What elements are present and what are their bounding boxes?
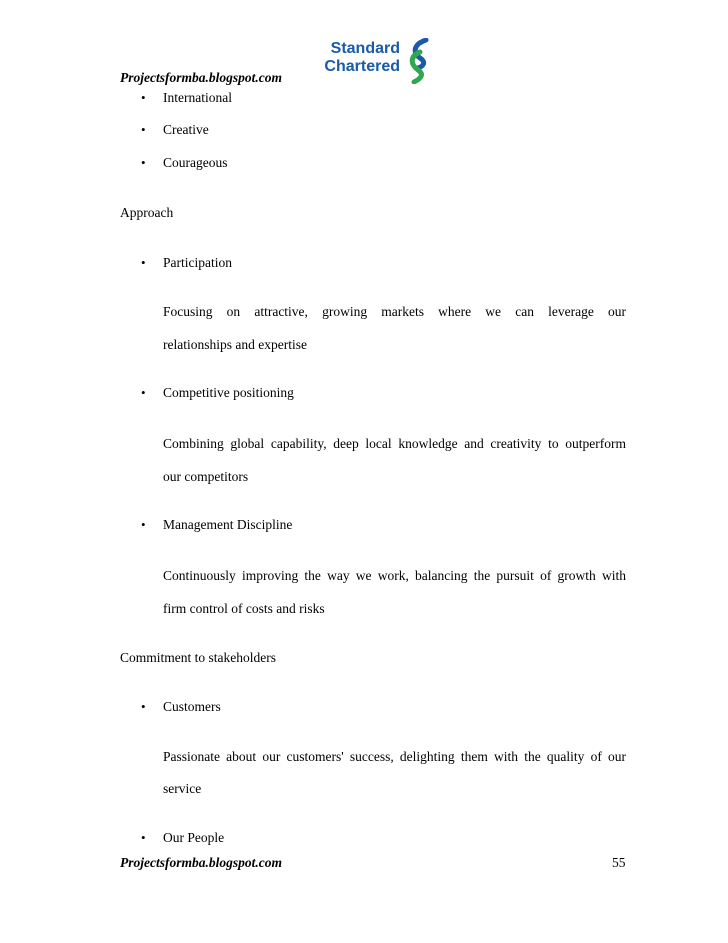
- item-desc-line: firm control of costs and risks: [163, 601, 325, 616]
- bullet-icon: •: [141, 90, 146, 105]
- page-number: 55: [612, 855, 626, 870]
- list-item: Courageous: [163, 155, 228, 170]
- item-title-management-discipline: Management Discipline: [163, 517, 293, 532]
- logo-wordmark: [318, 40, 400, 76]
- bullet-icon: •: [141, 517, 146, 532]
- item-title-our-people: Our People: [163, 830, 225, 845]
- item-desc-line: Combining global capability, deep local knowledge and creativity to outperform: [163, 436, 626, 451]
- logo-line-1: Standard: [330, 40, 400, 57]
- item-desc-line: Passionate about our customers' success, delighting them with the quality of our: [163, 749, 626, 764]
- standard-chartered-logo: [318, 38, 438, 88]
- item-desc-line: our competitors: [163, 469, 249, 484]
- bullet-icon: •: [141, 699, 146, 714]
- section-heading-commitment: Commitment to stakeholders: [120, 650, 276, 665]
- item-title-customers: Customers: [163, 699, 221, 714]
- item-desc-line: relationships and expertise: [163, 337, 307, 352]
- footer-site-name: Projectsformba.blogspot.com: [120, 855, 282, 870]
- logo-line-2: Chartered: [324, 58, 400, 75]
- item-desc-line: Continuously improving the way we work, balancing the pursuit of growth with: [163, 568, 626, 583]
- standard-chartered-mark-icon: [404, 38, 434, 84]
- bullet-icon: •: [141, 255, 146, 270]
- item-desc-line: service: [163, 781, 202, 796]
- bullet-icon: •: [141, 830, 146, 845]
- bullet-icon: •: [141, 385, 146, 400]
- bullet-icon: •: [141, 155, 146, 170]
- item-desc-line: Focusing on attractive, growing markets where we can leverage our: [163, 304, 626, 319]
- list-item: International: [163, 90, 232, 105]
- list-item: Creative: [163, 122, 209, 137]
- header-site-name: Projectsformba.blogspot.com: [120, 70, 282, 85]
- item-title-participation: Participation: [163, 255, 232, 270]
- bullet-icon: •: [141, 122, 146, 137]
- section-heading-approach: Approach: [120, 205, 174, 220]
- item-title-competitive-positioning: Competitive positioning: [163, 385, 294, 400]
